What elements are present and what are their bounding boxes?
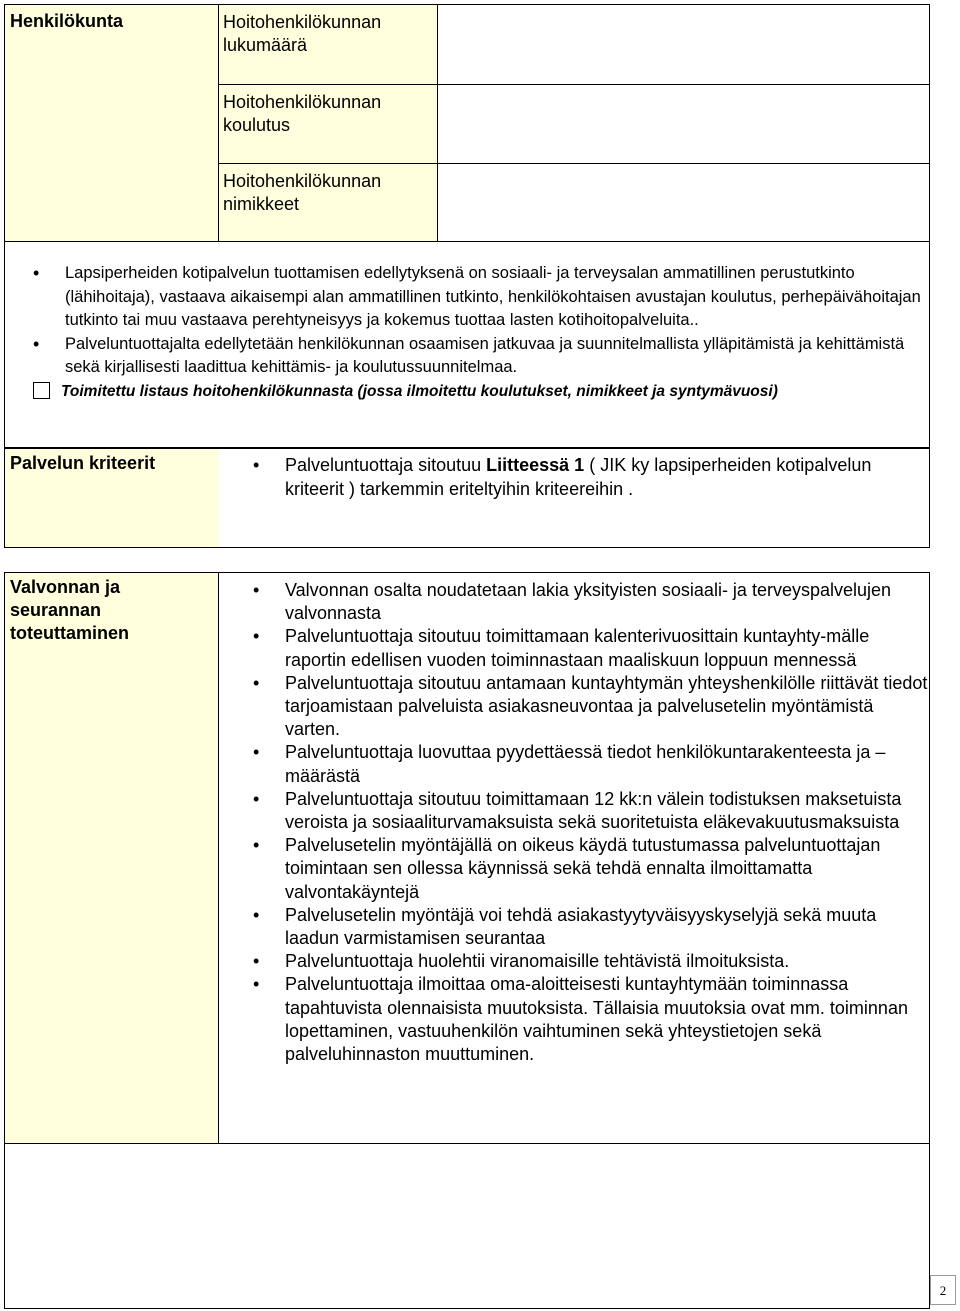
monitoring-section-label: Valvonnan ja seurannan toteuttaminen bbox=[5, 573, 165, 1143]
list-item bbox=[253, 950, 929, 973]
staff-count-label: Hoitohenkilökunnan lukumäärä bbox=[223, 12, 382, 55]
criteria-text-before: Palveluntuottaja sitoutuu bbox=[285, 455, 487, 475]
bullet-text: Palveluntuottaja sitoutuu toimittamaan kalenterivuosittain kuntayhty-mälle raportin edellisen vuoden toiminnastaan maaliskuun loppuun mennessä bbox=[285, 626, 870, 670]
criteria-section-label: Palvelun kriteerit bbox=[5, 449, 219, 547]
bullet-text: Palveluntuottaja ilmoittaa oma-aloitteisesti kuntayhtymään toiminnassa tapahtuvista olennaisista muutoksista. Tällaisia muutoksia ovat mm. toiminnan lopettaminen, vastuuhenkilön vaihtuminen sekä yhteystietojen sekä palveluhinnaston muuttuminen. bbox=[285, 974, 908, 1065]
monitoring-label-fill bbox=[165, 573, 219, 1143]
list-item bbox=[253, 453, 913, 501]
list-item bbox=[33, 333, 923, 380]
criteria-attachment-ref: Liitteessä 1 bbox=[486, 455, 585, 475]
criteria-section bbox=[4, 448, 930, 548]
criteria-bullet-list bbox=[253, 453, 913, 501]
staff-list-checkbox-label: Toimitettu listaus hoitohenkilökunnasta (jossa ilmoitettu koulutukset, nimikkeet ja syntymävuosi) bbox=[61, 382, 778, 400]
bullet-text: Valvonnan osalta noudatetaan lakia yksityisten sosiaali- ja terveyspalvelujen valvonnasta bbox=[285, 580, 892, 624]
list-item bbox=[253, 625, 929, 671]
staff-count-field[interactable] bbox=[438, 5, 929, 84]
personnel-field-values bbox=[438, 4, 930, 242]
staff-list-checkbox[interactable] bbox=[33, 382, 50, 399]
staff-list-checkbox-row bbox=[33, 380, 923, 404]
staff-titles-field[interactable] bbox=[438, 163, 929, 242]
monitoring-bullet-list bbox=[253, 579, 929, 1066]
bullet-text: Palvelusetelin myöntäjä voi tehdä asiakastyytyväisyyskyselyjä sekä muuta laadun varmistamisen seurantaa bbox=[285, 904, 877, 949]
personnel-requirements bbox=[4, 242, 930, 448]
page-number: 2 bbox=[930, 1275, 956, 1305]
list-item bbox=[33, 262, 923, 333]
bullet-text: Palveluntuottaja huolehtii viranomaisille tehtävistä ilmoituksista. bbox=[285, 951, 790, 972]
personnel-section-label: Henkilökunta bbox=[4, 4, 218, 242]
bullet-text: Palveluntuottaja sitoutuu antamaan kuntayhtymän yhteyshenkilölle riittävät tiedot tarjoamistaan palveluista asiakasneuvontaa ja palvelusetelin myöntämistä varten. bbox=[285, 672, 928, 740]
empty-notes-box bbox=[4, 1144, 930, 1309]
criteria-text-after: ( JIK ky lapsiperheiden kotipalvelun kriteerit ) tarkemmin eriteltyihin kriteereihin . bbox=[285, 455, 872, 499]
list-item bbox=[253, 788, 929, 834]
list-item bbox=[253, 973, 929, 1066]
bullet-text: Lapsiperheiden kotipalvelun tuottamisen edellytyksenä on sosiaali- ja terveysalan ammatillinen perustutkinto (lähihoitaja), vastaava aikaisempi alan ammatillinen tutkinto, henkilökohtaisen avustajan koulutus, perhepäivähoitajan tutkinto tai muu vastaava perehtyneisyys ja kokemus tuottaa lasten kotihoitopalveluita.. bbox=[65, 264, 921, 329]
list-item bbox=[253, 579, 929, 625]
personnel-bullet-list bbox=[33, 262, 923, 380]
bullet-text: Palvelusetelin myöntäjällä on oikeus käydä tutustumassa palveluntuottajan toimintaan sen ollessa käynnissä sekä tehdä ennalta ilmoittamatta valvontakäyntejä bbox=[285, 835, 881, 902]
bullet-text: Palveluntuottajalta edellytetään henkilökunnan osaamisen jatkuvaa ja suunnitelmallista ylläpitämistä ja kehittämistä sekä kirjallisesti laadittua kehittämis- ja koulutussuunnitelmaa. bbox=[65, 334, 905, 376]
staff-education-label: Hoitohenkilökunnan koulutus bbox=[219, 84, 437, 163]
staff-titles-label: Hoitohenkilökunnan nimikkeet bbox=[219, 163, 437, 241]
list-item bbox=[253, 741, 929, 787]
list-item bbox=[253, 834, 929, 904]
monitoring-section bbox=[4, 572, 930, 1144]
criteria-content bbox=[253, 453, 913, 501]
bullet-text: Palveluntuottaja luovuttaa pyydettäessä tiedot henkilökuntarakenteesta ja – määrästä bbox=[285, 742, 886, 786]
monitoring-content bbox=[253, 579, 929, 1066]
list-item bbox=[253, 672, 929, 742]
staff-education-field[interactable] bbox=[438, 84, 929, 164]
personnel-field-labels bbox=[218, 4, 438, 242]
list-item bbox=[253, 904, 929, 950]
bullet-text: Palveluntuottaja sitoutuu toimittamaan 12 kk:n välein todistuksen maksetuista veroista ja sosiaaliturvamaksuista sekä suoritetuista eläkevakuutusmaksuista bbox=[285, 788, 902, 833]
